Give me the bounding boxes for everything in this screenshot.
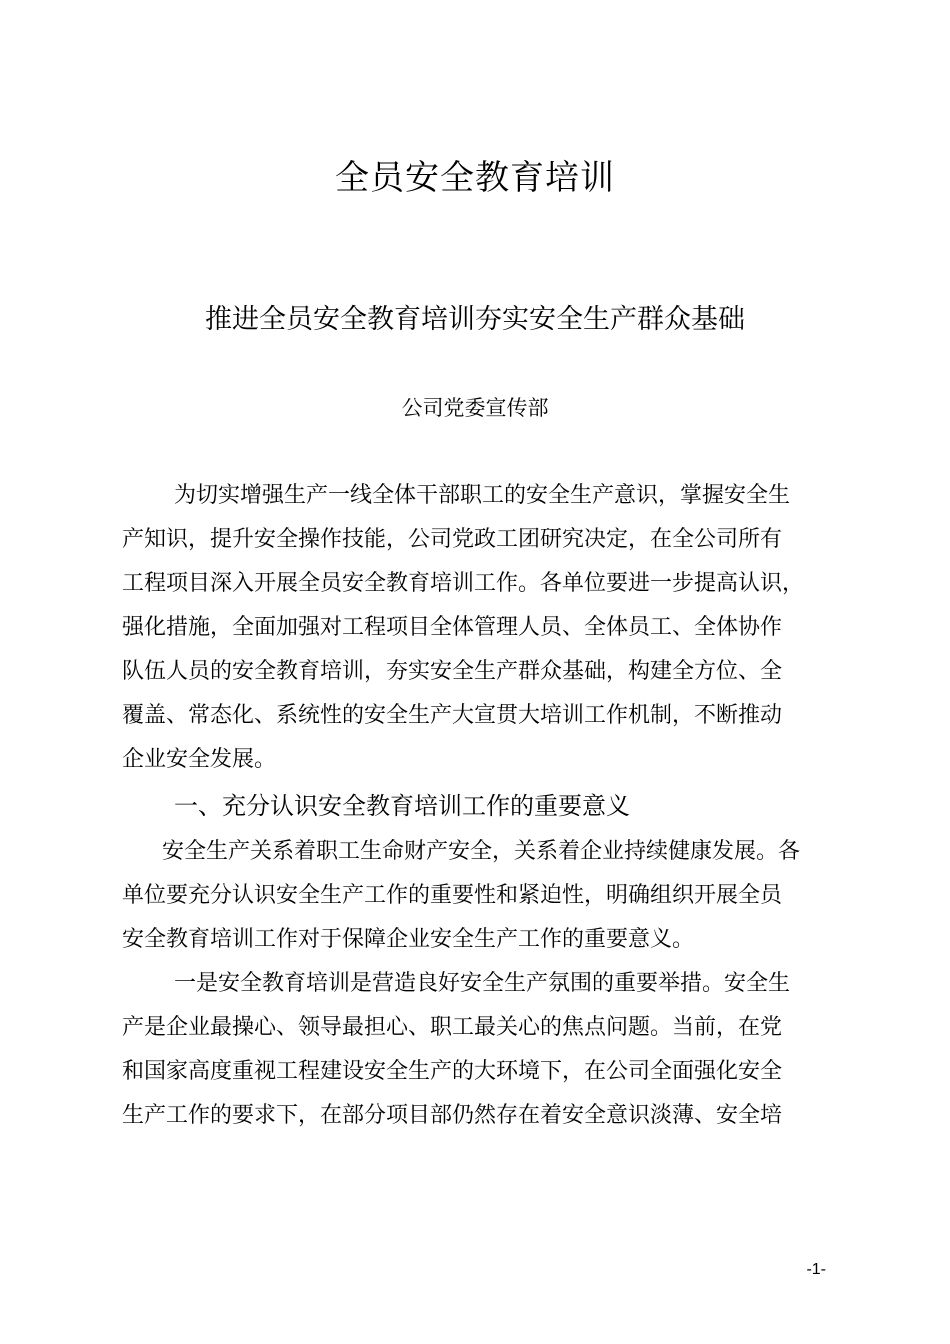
paragraph-line: 单位要充分认识安全生产工作的重要性和紧迫性，明确组织开展全员 (122, 883, 783, 908)
paragraph-significance (122, 830, 842, 962)
paragraph-line: 和国家高度重视工程建设安全生产的大环境下，在公司全面强化安全 (122, 1059, 783, 1084)
paragraph-line: 产知识，提升安全操作技能，公司党政工团研究决定，在全公司所有 (122, 527, 783, 552)
paragraph-line: 为切实增强生产一线全体干部职工的安全生产意识，掌握安全生 (174, 483, 791, 508)
document-author: 公司党委宣传部 (401, 396, 549, 420)
section-heading: 一、充分认识安全教育培训工作的重要意义 (174, 792, 630, 820)
paragraph-line: 安全教育培训工作对于保障企业安全生产工作的重要意义。 (122, 927, 695, 952)
paragraph-line: 工程项目深入开展全员安全教育培训工作。各单位要进一步提高认识， (122, 571, 805, 596)
paragraph-line: 生产工作的要求下，在部分项目部仍然存在着安全意识淡薄、安全培 (122, 1103, 783, 1128)
document-subtitle: 推进全员安全教育培训夯实安全生产群众基础 (205, 304, 745, 335)
paragraph-line: 队伍人员的安全教育培训，夯实安全生产群众基础，构建全方位、全 (122, 659, 783, 684)
paragraph-point-one (122, 962, 842, 1138)
paragraph-line: 强化措施，全面加强对工程项目全体管理人员、全体员工、全体协作 (122, 615, 783, 640)
paragraph-line: 覆盖、常态化、系统性的安全生产大宣贯大培训工作机制，不断推动 (122, 703, 783, 728)
paragraph-line: 企业安全发展。 (122, 747, 277, 772)
document-title: 全员安全教育培训 (335, 158, 615, 198)
paragraph-line: 安全生产关系着职工生命财产安全，关系着企业持续健康发展。各 (162, 839, 801, 864)
page-number: -1- (806, 1261, 826, 1278)
paragraph-line: 产是企业最操心、领导最担心、职工最关心的焦点问题。当前，在党 (122, 1015, 783, 1040)
paragraph-intro (122, 474, 842, 782)
paragraph-line: 一是安全教育培训是营造良好安全生产氛围的重要举措。安全生 (174, 971, 791, 996)
